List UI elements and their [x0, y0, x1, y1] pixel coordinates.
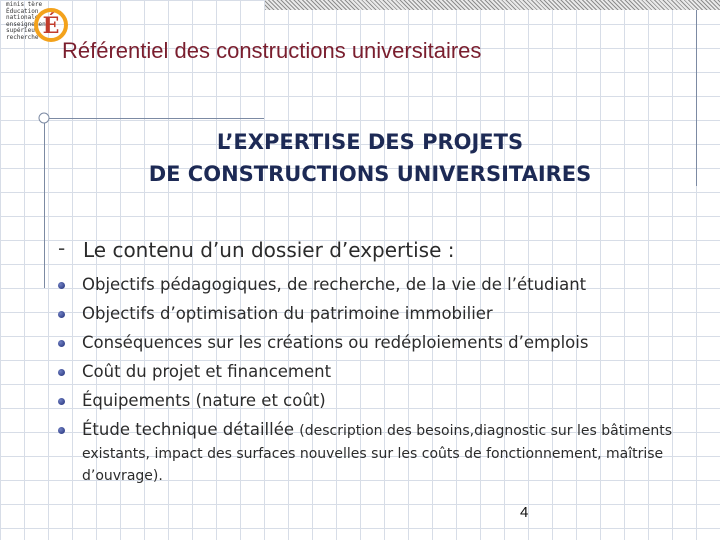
logo-line: supérieur [6, 27, 39, 35]
svg-text:É: É [42, 13, 60, 39]
section-heading: Le contenu d’un dossier d’expertise : [83, 238, 455, 262]
main-title-line: DE CONSTRUCTIONS UNIVERSITAIRES [148, 162, 592, 186]
bullet-item [58, 301, 698, 330]
logo-line: enseignement [6, 20, 50, 28]
bullet-dot-icon [58, 282, 65, 289]
header-title: Référentiel des constructions universitaires [62, 38, 482, 63]
logo-line: minis tère [6, 1, 43, 8]
bullet-list [58, 272, 698, 487]
section-dash-marker: - [58, 236, 66, 260]
bullet-item [58, 417, 698, 487]
bullet-text: Coût du projet et financement [82, 362, 332, 381]
bullet-item [58, 388, 698, 417]
bullet-note-block [82, 420, 672, 484]
bullet-note: (description des besoins,diagnostic sur les bâtiments existants, impact des surfaces nouvelles sur les coûts de fonctionnement, maîtrise d’ouvrage). [82, 423, 672, 484]
bullet-text: Objectifs pédagogiques, de recherche, de la vie de l’étudiant [82, 275, 587, 294]
main-title [0, 126, 720, 190]
bullet-item [58, 359, 698, 388]
logo-line: recherche [6, 33, 39, 41]
logo-line: nationale [6, 14, 39, 22]
page-number: 4 [520, 504, 529, 521]
bullet-item [58, 272, 698, 301]
top-decorative-bar [265, 0, 720, 10]
bullet-dot-icon [58, 311, 65, 318]
bullet-dot-icon [58, 369, 65, 376]
ministry-logo [4, 0, 68, 46]
logo-line: Éducation [6, 7, 39, 15]
main-title-line: L’EXPERTISE DES PROJETS [216, 130, 524, 154]
bullet-text: Conséquences sur les créations ou redéploiements d’emplois [82, 333, 589, 352]
bullet-text: Équipements (nature et coût) [82, 391, 326, 410]
horizontal-divider [44, 118, 264, 119]
bullet-text: Objectifs d’optimisation du patrimoine immobilier [82, 304, 493, 323]
bullet-dot-icon [58, 398, 65, 405]
bullet-dot-icon [58, 427, 65, 434]
bullet-text: Étude technique détaillée [82, 420, 300, 439]
bullet-item [58, 330, 698, 359]
bullet-dot-icon [58, 340, 65, 347]
